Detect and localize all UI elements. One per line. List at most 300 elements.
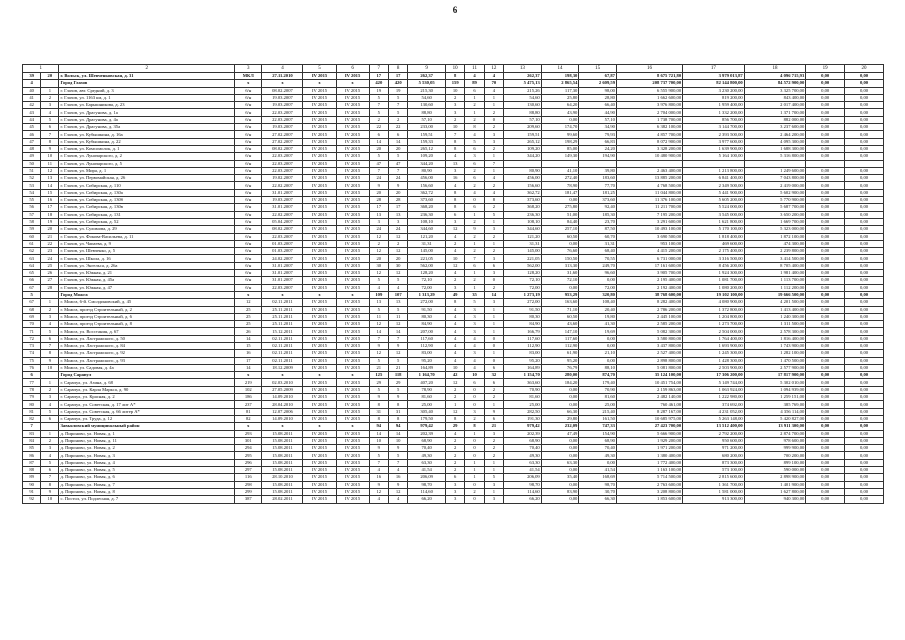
table-cell: 0,00 xyxy=(845,87,884,94)
table-cell: 3 xyxy=(484,496,503,503)
table-cell: 3 xyxy=(484,299,503,306)
table-row xyxy=(23,153,884,160)
table-cell: IV 2015 xyxy=(336,430,369,437)
table-cell: 54 xyxy=(23,189,41,196)
table-cell: 2 763 600,00 xyxy=(616,481,682,488)
table-cell: б/н xyxy=(235,131,262,138)
table-cell: 0,00 xyxy=(541,467,579,474)
table-cell: б/н xyxy=(235,94,262,101)
table-cell: 77 xyxy=(23,379,41,386)
table-cell: 24.02.2007 xyxy=(262,255,303,262)
table-cell: 0,00 xyxy=(806,306,845,313)
table-cell: 1 xyxy=(484,218,503,225)
table-cell: 24 xyxy=(369,175,388,182)
table-cell: 0,00 xyxy=(806,167,845,174)
table-cell: IV 2015 xyxy=(303,73,336,80)
table-cell: 77,70 xyxy=(579,182,617,189)
table-cell: 13 xyxy=(41,175,59,182)
table-cell: 3 xyxy=(465,408,484,415)
table-cell: 41,30 xyxy=(579,321,617,328)
address-cell: г. Глазов, ул. Мира, д. 1 xyxy=(59,167,235,174)
table-cell: 50 xyxy=(23,160,41,167)
address-cell: д. Пироново, ул. Новая, д. 5 xyxy=(59,467,235,474)
table-cell: 0,00 xyxy=(806,116,845,123)
table-cell: 95,20 xyxy=(504,357,542,364)
address-cell: д. Пироново, ул. Новая, д. 4 xyxy=(59,459,235,466)
table-cell: IV 2015 xyxy=(303,233,336,240)
table-cell: 5 420 827,00 xyxy=(744,415,806,422)
table-cell: 206,09 xyxy=(504,474,542,481)
table-cell: 02.11.2011 xyxy=(262,357,303,364)
table-cell: IV 2015 xyxy=(303,401,336,408)
table-cell: 5 605 200,00 xyxy=(683,197,745,204)
table-cell: 5 xyxy=(388,94,407,101)
table-cell: 2 xyxy=(41,94,59,101)
address-cell: г. Глазов, ул. Первомайская, д. 26 xyxy=(59,175,235,182)
table-cell: 8 705 400,00 xyxy=(744,262,806,269)
table-cell: IV 2015 xyxy=(303,321,336,328)
table-cell: 2 xyxy=(484,145,503,152)
table-cell: 12 xyxy=(388,233,407,240)
table-cell: 2 xyxy=(369,116,388,123)
table-cell: 44 xyxy=(23,116,41,123)
table-cell: 15.08.2011 xyxy=(262,488,303,495)
table-cell: 3 xyxy=(484,138,503,145)
table-cell: 0,00 xyxy=(541,401,579,408)
table-cell: 05.04.2007 xyxy=(262,218,303,225)
table-cell: 96,60 xyxy=(579,270,617,277)
table-cell: 0,00 xyxy=(845,145,884,152)
table-cell: 971 200,00 xyxy=(683,445,745,452)
table-cell: 19 xyxy=(41,218,59,225)
table-row xyxy=(23,379,884,386)
table-cell: б/н xyxy=(235,87,262,94)
table-cell: 3 230 200,00 xyxy=(683,87,745,94)
table-cell: IV 2015 xyxy=(336,408,369,415)
table-cell: 2 xyxy=(465,415,484,422)
table-cell: IV 2015 xyxy=(303,394,336,401)
table-cell: 1 xyxy=(484,240,503,247)
table-cell: 4 xyxy=(445,350,464,357)
table-cell: IV 2015 xyxy=(336,153,369,160)
table-cell: 280,00 xyxy=(541,372,579,379)
table-cell: 2 585 200,00 xyxy=(616,321,682,328)
table-cell: 31 xyxy=(369,408,388,415)
table-cell: 2 898 800,00 xyxy=(616,357,682,364)
table-cell: 63,30 xyxy=(541,459,579,466)
table-cell: 0,00 xyxy=(806,364,845,371)
table-cell: 11 xyxy=(41,160,59,167)
table-cell: 73 xyxy=(23,342,41,349)
table-cell: 12 xyxy=(445,379,464,386)
table-cell: 0,00 xyxy=(806,248,845,255)
table-cell: IV 2015 xyxy=(336,197,369,204)
table-cell: 0,00 xyxy=(845,474,884,481)
table-cell: 72,00 xyxy=(579,284,617,291)
table-cell: 207,00 xyxy=(408,328,446,335)
table-cell: 57,10 xyxy=(579,116,617,123)
table-cell: 186 xyxy=(235,394,262,401)
table-cell: 26 xyxy=(41,270,59,277)
table-cell: IV 2015 xyxy=(336,248,369,255)
table-cell: 6 xyxy=(465,87,484,94)
table-cell: 2 239 800,00 xyxy=(744,248,806,255)
table-cell: 1 470 500,00 xyxy=(744,357,806,364)
table-cell: 3 905 700,00 xyxy=(616,270,682,277)
table-cell: 3 690 500,00 xyxy=(616,233,682,240)
table-cell: 25 xyxy=(235,306,262,313)
table-cell: 0,00 xyxy=(845,138,884,145)
table-cell: 10 xyxy=(388,437,407,444)
table-cell: 29 xyxy=(369,379,388,386)
table-row xyxy=(23,321,884,328)
table-cell: 13 xyxy=(388,299,407,306)
table-cell: 8 xyxy=(388,415,407,422)
table-cell: 25.11.2011 xyxy=(262,313,303,320)
table-cell: 1 872 100,00 xyxy=(744,233,806,240)
table-cell: 1 xyxy=(41,379,59,386)
table-cell: 373,60 xyxy=(504,197,542,204)
table-cell: 2 609,59 xyxy=(579,80,617,87)
table-cell: IV 2015 xyxy=(303,474,336,481)
table-row xyxy=(23,189,884,196)
table-cell: 1 063 924,00 xyxy=(683,386,745,393)
table-cell: 21 xyxy=(484,423,503,430)
table-cell: 0,00 xyxy=(845,291,884,298)
table-cell: 27.02.2007 xyxy=(262,131,303,138)
table-cell: 8 xyxy=(41,138,59,145)
address-cell: г. Глазов, ул. Комсомолок, д. 1 xyxy=(59,145,235,152)
table-cell: IV 2015 xyxy=(303,87,336,94)
table-cell: 0,00 xyxy=(845,321,884,328)
table-cell: 2 175 400,00 xyxy=(683,248,745,255)
table-cell: 0,00 xyxy=(806,386,845,393)
table-cell: 1 xyxy=(465,467,484,474)
table-cell: 49,30 xyxy=(579,452,617,459)
table-cell: 0,00 xyxy=(541,437,579,444)
table-cell: 21 xyxy=(41,233,59,240)
table-cell: 2 xyxy=(484,445,503,452)
table-cell: 6 xyxy=(484,415,503,422)
table-cell: 9 xyxy=(388,481,407,488)
table-cell: IV 2015 xyxy=(303,167,336,174)
table-cell: 57 xyxy=(23,211,41,218)
table-cell: 52 xyxy=(23,175,41,182)
table-cell: х xyxy=(336,372,369,379)
table-cell: 0,00 xyxy=(806,328,845,335)
table-cell: 1 113 700,00 xyxy=(744,277,806,284)
table-cell: 5 714 500,00 xyxy=(616,474,682,481)
table-cell: 19 xyxy=(388,87,407,94)
table-cell: 1 971 200,00 xyxy=(616,445,682,452)
table-row xyxy=(23,175,884,182)
address-cell: г. Глазов, ул. Школа, д. 16 xyxy=(59,255,235,262)
table-cell: 89 xyxy=(23,474,41,481)
table-cell: 02.11.2011 xyxy=(262,342,303,349)
table-cell: 2 195 400,00 xyxy=(616,277,682,284)
table-cell: 456,00 xyxy=(504,175,542,182)
table-cell: 5 xyxy=(388,306,407,313)
table-cell: 27 423 700,00 xyxy=(616,423,682,430)
table-cell: 9 xyxy=(388,394,407,401)
table-cell: 22.03.2007 xyxy=(262,116,303,123)
table-cell: 6 xyxy=(465,204,484,211)
table-cell: 3 316 500,00 xyxy=(683,255,745,262)
table-cell: 1 xyxy=(41,87,59,94)
table-cell: 3 xyxy=(445,496,464,503)
table-cell: IV 2015 xyxy=(303,262,336,269)
table-cell: 233,00 xyxy=(408,124,446,131)
table-cell: б/н xyxy=(235,116,262,123)
table-cell: 979,42 xyxy=(408,423,446,430)
table-cell: 42 xyxy=(445,372,464,379)
table-cell: 0,00 xyxy=(845,415,884,422)
table-cell: IV 2015 xyxy=(303,306,336,313)
table-row xyxy=(23,496,884,503)
table-cell: 168,69 xyxy=(579,474,617,481)
table-cell: IV 2015 xyxy=(336,481,369,488)
table-cell: 49 xyxy=(23,153,41,160)
table-cell: 344,20 xyxy=(408,160,446,167)
table-cell: IV 2015 xyxy=(336,488,369,495)
column-number: 7 xyxy=(369,65,388,73)
table-cell xyxy=(41,80,59,87)
table-cell: 31 xyxy=(388,408,407,415)
table-cell: IV 2015 xyxy=(336,357,369,364)
address-cell: г. Можга, ул. Восстания, д. 67 xyxy=(59,328,235,335)
section-row xyxy=(23,80,884,87)
table-cell: 12 xyxy=(235,299,262,306)
table-cell: IV 2015 xyxy=(336,240,369,247)
table-cell: 91 xyxy=(23,488,41,495)
table-cell: IV 2015 xyxy=(336,306,369,313)
address-cell: г. Можга, ул. Садовая, д. 4а xyxy=(59,364,235,371)
table-cell: х xyxy=(303,423,336,430)
address-cell: Город Можга xyxy=(59,291,235,298)
table-cell: х xyxy=(336,291,369,298)
table-cell: 39 xyxy=(23,73,41,80)
table-cell: 81,60 xyxy=(408,394,446,401)
table-cell: 5 xyxy=(369,306,388,313)
table-cell: 1 xyxy=(465,240,484,247)
table-cell: 22.03.2007 xyxy=(262,153,303,160)
table-cell: 24 xyxy=(388,175,407,182)
table-cell: 70,90 xyxy=(579,386,617,393)
table-cell: 1 816 400,00 xyxy=(744,335,806,342)
table-cell: 88 xyxy=(23,467,41,474)
table-cell: 374 692,00 xyxy=(683,401,745,408)
address-cell: г. Глазов, ул. Сибирская, д. 110 xyxy=(59,182,235,189)
table-cell: 8 282 400,00 xyxy=(616,299,682,306)
table-cell: 95,20 xyxy=(541,357,579,364)
table-cell: 55 xyxy=(23,197,41,204)
table-cell: 1 222 980,00 xyxy=(683,394,745,401)
table-cell: 2 xyxy=(484,124,503,131)
table-cell: 117,60 xyxy=(504,335,542,342)
table-cell: 0,00 xyxy=(806,415,845,422)
table-cell: 4 xyxy=(465,342,484,349)
column-number: 20 xyxy=(845,65,884,73)
table-cell: 262,37 xyxy=(408,73,446,80)
table-cell: б/н xyxy=(235,248,262,255)
address-cell: г. Сарапул, ул. Красная, д. 2 xyxy=(59,394,235,401)
table-cell: 108,10 xyxy=(504,218,542,225)
table-cell: 166,79 xyxy=(504,328,542,335)
table-cell: 179,40 xyxy=(579,379,617,386)
table-cell: 0,00 xyxy=(806,218,845,225)
table-cell: 2 xyxy=(41,437,59,444)
column-number-row xyxy=(23,65,884,73)
table-cell: 275,80 xyxy=(541,204,579,211)
table-cell: 117,60 xyxy=(408,335,446,342)
table-cell: 2 464 200,00 xyxy=(744,131,806,138)
table-cell: 262,37 xyxy=(504,73,542,80)
table-cell: 4 xyxy=(369,284,388,291)
table-cell: 22 xyxy=(41,240,59,247)
table-cell: 59 xyxy=(23,226,41,233)
table-cell: 60,50 xyxy=(541,233,579,240)
table-cell: IV 2015 xyxy=(336,394,369,401)
table-cell: 14 xyxy=(484,291,503,298)
table-cell: 1 081 700,00 xyxy=(683,277,745,284)
address-cell: г. Сарапул, ул. Советская, д. 66 литер А* xyxy=(59,408,235,415)
table-cell: 6 xyxy=(465,379,484,386)
table-cell: 0,00 xyxy=(806,262,845,269)
table-row xyxy=(23,445,884,452)
table-cell: 2 xyxy=(388,240,407,247)
table-cell: 8 072 900,00 xyxy=(616,138,682,145)
table-cell: 01.03.2007 xyxy=(262,240,303,247)
table-cell: 700 200,00 xyxy=(744,452,806,459)
address-cell: г. Глазов, ул. Шевченко, д. 5 xyxy=(59,248,235,255)
table-cell: 5 xyxy=(465,138,484,145)
table-cell: IV 2015 xyxy=(336,262,369,269)
table-cell: 35 124 100,00 xyxy=(616,372,682,379)
table-cell: 2 xyxy=(445,437,464,444)
column-number: 4 xyxy=(262,65,303,73)
table-cell: 47 xyxy=(388,160,407,167)
table-cell: IV 2015 xyxy=(336,321,369,328)
table-cell: 12 xyxy=(388,321,407,328)
table-cell: 3 328 200,00 xyxy=(616,145,682,152)
table-cell: 1 094 939,00 xyxy=(744,386,806,393)
table-cell: 9 xyxy=(41,145,59,152)
table-cell: 4 xyxy=(41,452,59,459)
table-cell: 2 xyxy=(484,204,503,211)
table-cell: б/н xyxy=(235,153,262,160)
table-cell: 17 306 200,00 xyxy=(683,372,745,379)
table-cell: 1 818 400,00 xyxy=(683,233,745,240)
table-row xyxy=(23,481,884,488)
table-cell: 874,70 xyxy=(579,372,617,379)
table-cell: 19.03.2007 xyxy=(262,197,303,204)
table-cell: IV 2015 xyxy=(303,328,336,335)
table-cell: 4 xyxy=(445,321,464,328)
table-cell: 159 xyxy=(445,80,464,87)
table-cell: 114,60 xyxy=(504,488,542,495)
table-cell: 31.01.2007 xyxy=(262,189,303,196)
table-cell: 6 xyxy=(23,372,41,379)
address-cell: г. Сарапул, ул. Карла Маркса, д. 90 xyxy=(59,386,235,393)
table-cell: IV 2015 xyxy=(303,299,336,306)
table-cell: 13 885 200,00 xyxy=(616,175,682,182)
table-row xyxy=(23,277,884,284)
table-cell: 12 xyxy=(388,350,407,357)
table-cell: IV 2015 xyxy=(303,211,336,218)
table-cell: 2 419 000,00 xyxy=(744,182,806,189)
table-cell: 21 xyxy=(369,364,388,371)
table-cell: 161,50 xyxy=(579,415,617,422)
table-cell: МКЛ xyxy=(235,73,262,80)
table-cell: 17 xyxy=(369,73,388,80)
table-cell: 0,00 xyxy=(541,452,579,459)
table-cell: 0,00 xyxy=(541,394,579,401)
table-cell: 68,90 xyxy=(504,437,542,444)
table-cell: 1 240 300,00 xyxy=(744,313,806,320)
table-cell: 17 xyxy=(388,204,407,211)
table-row xyxy=(23,240,884,247)
table-cell: 344,60 xyxy=(408,226,446,233)
table-cell: 0,00 xyxy=(806,138,845,145)
table-cell: 121,20 xyxy=(504,233,542,240)
table-cell: 8 675 721,80 xyxy=(616,73,682,80)
table-cell: 17 817 900,00 xyxy=(744,372,806,379)
address-cell: д. Пироново, ул. Новая, д. 7 xyxy=(59,481,235,488)
table-cell: 1 282 100,00 xyxy=(744,350,806,357)
table-cell: 0 xyxy=(484,342,503,349)
table-cell: 0,00 xyxy=(806,291,845,298)
table-cell: 107 xyxy=(388,291,407,298)
table-cell: 0,00 xyxy=(806,240,845,247)
table-cell: 272,40 xyxy=(541,175,579,182)
address-cell: г. Глазов, ул. Драгунова, д. 4а xyxy=(59,116,235,123)
table-cell: б/н xyxy=(235,145,262,152)
table-cell: 147,10 xyxy=(541,328,579,335)
table-cell: 22 xyxy=(369,124,388,131)
table-cell: 293 xyxy=(235,430,262,437)
table-cell: 0 xyxy=(465,452,484,459)
table-cell: 61,90 xyxy=(541,350,579,357)
table-cell: 1 xyxy=(484,401,503,408)
table-cell: 191,30 xyxy=(504,415,542,422)
table-cell: 68,40 xyxy=(579,248,617,255)
table-cell: 70,40 xyxy=(504,445,542,452)
table-cell: 0,00 xyxy=(806,452,845,459)
table-cell: 562,00 xyxy=(504,262,542,269)
table-cell: 3 545 000,00 xyxy=(683,211,745,218)
table-cell: IV 2015 xyxy=(303,430,336,437)
table-cell: 22.02.2007 xyxy=(262,211,303,218)
table-cell: 0,00 xyxy=(579,357,617,364)
table-cell: 7 xyxy=(41,342,59,349)
table-cell: 13 xyxy=(388,211,407,218)
table-cell: 5 164 100,00 xyxy=(683,153,745,160)
table-cell: 130,60 xyxy=(504,102,542,109)
table-cell: 27.05.2009 xyxy=(262,386,303,393)
table-cell: 3 xyxy=(388,218,407,225)
table-cell: 208 737 700,00 xyxy=(616,80,682,87)
address-cell: г. Можга, ул. Ластражского, д. 84 xyxy=(59,342,235,349)
table-cell: 0,00 xyxy=(845,248,884,255)
table-cell: 15.08.2011 xyxy=(262,467,303,474)
table-cell: 265,12 xyxy=(408,145,446,152)
table-cell: 265,12 xyxy=(504,138,542,145)
table-cell: 1 413 400,00 xyxy=(744,306,806,313)
table-cell: 4 xyxy=(465,357,484,364)
table-cell: 0,00 xyxy=(845,357,884,364)
table-cell: 89 xyxy=(465,80,484,87)
table-cell: IV 2015 xyxy=(303,313,336,320)
